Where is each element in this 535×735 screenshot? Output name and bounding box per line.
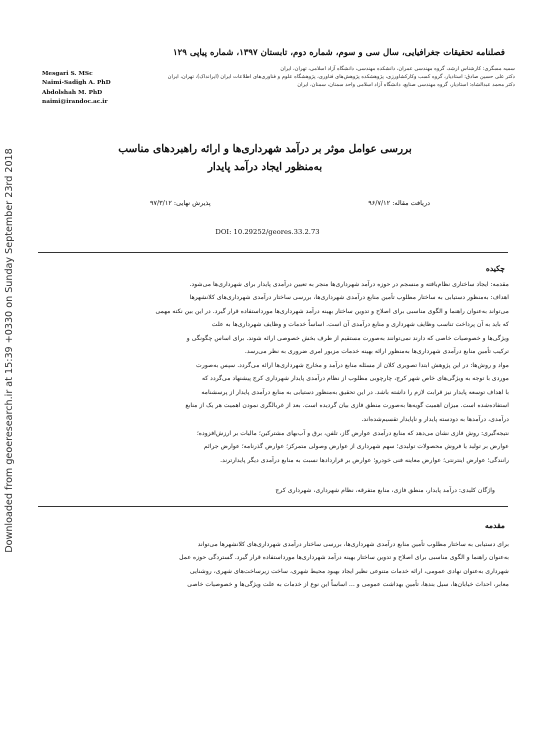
- received-date: دریافت مقاله: ۹۶/۷/۱۲: [368, 199, 430, 207]
- text-line: که باید به آن پرداخت تناسب وظایف شهرداری و منابع درآمدی آن است. اساساً خدمات و وظایف شهرداری‌ها به علت: [211, 321, 509, 329]
- abstract-methods-paragraph: [38, 359, 509, 426]
- article-title: [60, 140, 470, 176]
- text-line: ترکیب تأمین منابع درآمدی شهرداری‌ها به‌منظور ارائه بهینه خدمات مزبور امری ضروری به نظر می‌رسد.: [244, 348, 509, 356]
- text-line: ویژگی‌ها و خصوصیات خاصی که دارند نمی‌توانند به‌صورت مستقیم از طرف بخش خصوصی ارائه شوند. برای اساس چگونگی و: [186, 334, 509, 342]
- text-line: شهرداری به‌عنوان نهادی عمومی، ارائه خدمات متنوعی نظیر ایجاد بهبود محیط شهری، ساخت زیرساخت‌های شهری، روشنایی: [190, 567, 509, 575]
- doi-line: DOI: 10.29252/geores.33.2.73: [215, 228, 320, 236]
- download-notice: Downloaded from geoeresearch.ir at 15:39 +0330 on Sunday September 23rd 2018: [3, 147, 15, 553]
- text-line: به‌عنوان راهنما و الگوی مناسبی برای اصلاح و تدوین ساختار بهینه درآمد شهرداری‌ها مورداستفاده قرار گیرد. گستردگی حوزه عمل: [179, 554, 509, 562]
- text-line: برای دستیابی به ساختار مطلوب تأمین منابع درآمدی شهرداری‌ها، بررسی ساختار درآمدی شهرداری‌های کلانشهرها می‌تواند: [197, 541, 509, 548]
- keywords-line: واژگان کلیدی: درآمد پایدار، منطق فازی، منابع متفرقه، نظام شهرداری، شهرداری کرج: [275, 487, 495, 494]
- author-affiliations: [150, 65, 515, 90]
- download-sidebar: [2, 60, 16, 640]
- title-line: بررسی عوامل موثر بر درآمد شهرداری‌ها و ارائه راهبردهای مناسب: [118, 143, 412, 155]
- abstract-conclusion-paragraph: [38, 427, 509, 467]
- text-line: موردی با توجه به ویژگی‌های خاص شهر کرج، چارچوبی مطلوب از نظام درآمدی پایدار شهرداری کرج پیشنهاد می‌گردد که: [201, 375, 509, 383]
- journal-header: فصلنامه تحقیقات جغرافیایی، سال سی و سوم، شماره دوم، تابستان ۱۳۹۷، شماره پیاپی ۱۲۹: [172, 48, 505, 58]
- text-line: معابر، احداث خیابان‌ها، سیل بندها، تأمین بهداشت عمومی و ... اساساً این نوع از خدمات به علت ویژگی‌ها و خصوصیات خاصی: [187, 581, 509, 589]
- text-line: با اهداف توسعه پایدار نیز قرابت لازم را داشته باشد. در این تحقیق به‌منظور دستیابی به منابع درآمدی پایدار از پرسشنامه: [201, 388, 509, 396]
- divider: [38, 506, 508, 507]
- accepted-date: پذیرش نهایی: ۹۷/۳/۱۲: [150, 199, 211, 207]
- text-line: استفاده‌شده است. میزان اهمیت گویه‌ها به‌صورت منطق فازی بیان گردیده است. بعد از غربالگری نمودن اهمیت هر یک از منابع: [185, 402, 509, 410]
- abstract-heading: چکیده: [485, 264, 505, 273]
- intro-heading: مقدمه: [484, 521, 505, 530]
- text-line: مقدمه: ایجاد ساختاری نظام‌یافته و منسجم در حوزه درآمد شهرداری‌ها منجر به تعیین درآمدی پایدار برای شهرداری‌ها می‌شود.: [189, 281, 509, 288]
- text-line: رانندگی؛ عوارض اینترنتی؛ عوارض معاینه فنی خودرو؛ عوارض بر قراردادها نسبت به منابع درآمدی دیگر پایدارترند.: [220, 456, 509, 464]
- keywords: [38, 484, 509, 497]
- divider: [38, 252, 508, 253]
- author-affiliation: دکتر علی حسین صادق: استادیار، گروه کسب وکارکشاورزی، پژوهشکده پژوهش‌های فناوری، پژوهشگاه علوم و فناوری‌های اطلاعات ایران (ایرانداک)، تهران، ایران: [167, 74, 515, 81]
- author-affiliation: سمیه مسگری: کارشناس ارشد، گروه مهندسی عمران، دانشکده مهندسی، دانشگاه آزاد اسلامی، تهران، ایران: [280, 66, 515, 72]
- intro-paragraph: [38, 538, 509, 592]
- author-affiliation: دکتر محمد عبدالشاه: استادیار، گروه مهندسی صنایع، دانشگاه آزاد اسلامی واحد سمنان، سمنان، ایران: [297, 82, 515, 89]
- text-line: درآمدی، درآمدها به دودسته پایدار و ناپایدار تقسیم‌شده‌اند.: [361, 415, 509, 423]
- text-line: نتیجه‌گیری: روش فازی نشان می‌دهد که منابع درآمدی عوارض گاز، تلفن، برق و آب‌بهای مشترکین؛ مالیات بر ارزش‌افزوده؛: [196, 430, 509, 437]
- text-line: اهداف: به‌منظور دستیابی به ساختار مطلوب تأمین منابع درآمدی شهرداری‌ها، بررسی ساختار درآمدی شهرداری‌های کلانشهرها: [189, 294, 509, 302]
- latin-author-names: [42, 70, 142, 108]
- latin-author: Naimi-Sadigh A. PhD: [42, 80, 111, 87]
- title-line: به‌منظور ایجاد درآمد پایدار: [207, 161, 323, 173]
- text-line: عوارض بر تولید یا فروش محصولات تولیدی؛ سهم شهرداری از عوارض وصولی متمرکز؛ عوارض گذرنامه؛ عوارض جرائم: [203, 443, 509, 451]
- text-line: می‌تواند به‌عنوان راهنما و الگوی مناسبی برای اصلاح و تدوین ساختار بهینه درآمد شهرداری‌ها مورداستفاده قرار گیرد. در این بین نکته مهمی: [155, 307, 509, 315]
- article-dates: [150, 199, 430, 207]
- text-line: مواد و روش‌ها: در این پژوهش ابتدا تصویری کلان از مسئله منابع درآمد و مخارج شهرداری‌ها ارائه می‌گردد. سپس به‌صورت: [196, 362, 509, 369]
- author-email: naimi@irandoc.ac.ir: [42, 99, 108, 106]
- latin-author: Mesgari S. MSc: [42, 71, 93, 77]
- abstract-intro-paragraph: [38, 278, 509, 358]
- latin-author: Abdolshah M. PhD: [42, 89, 103, 96]
